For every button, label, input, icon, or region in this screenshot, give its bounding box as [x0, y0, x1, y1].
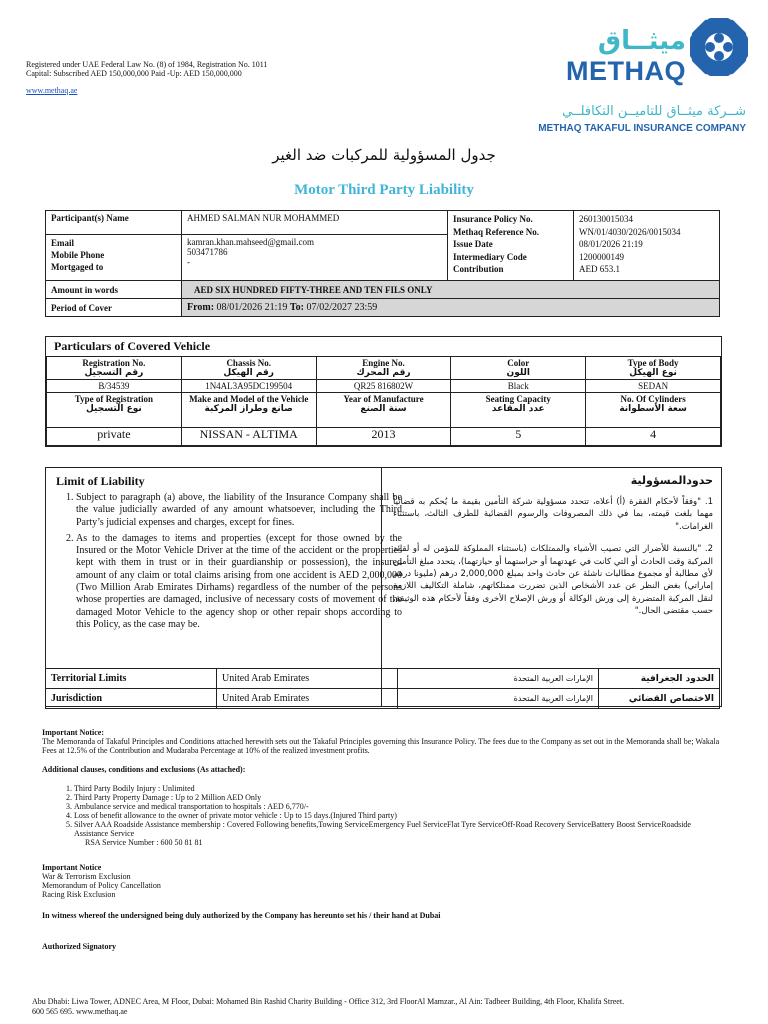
- clauses-list: [42, 784, 722, 838]
- jurisdiction-label-ar: الاختصاص القضائي: [599, 689, 720, 709]
- period-value: [182, 299, 720, 317]
- contribution-label: Contribution: [453, 264, 504, 274]
- limit-item-ar-2: 2. "بالنسبة للأضرار التي تصيب الأشياء والممتلكات (باستثناء المملوكة للمؤمن له أو لقائد المركبة وقت الحادث أو التي كانت في عهدتهما أو حراستهما أو حيازتهما)، يتحدد مبلغ التأمين لأي مطالبة أو مجموع مطالبات ناشئة عن حادث واحد بمبلغ 2,000,000 درهم (مليونا درهم إماراتي) بغض النظر عن عدد الأشخاص الذين تضررت ممتلكاتهم، شاملة التكاليف اللازمة لنقل المركبة المتضررة إلى ورش الوكالة أو ورش الإصلاح الأخرى وفقاً لأحكام هذه الوثيقة، حسب مقتضى الحال.": [393, 544, 713, 617]
- footer-addresses: [32, 997, 732, 1017]
- intermediary-code-value: 1200000149: [579, 251, 624, 262]
- territorial-limits-label: Territorial Limits: [46, 669, 217, 689]
- reference-number-label: Methaq Reference No.: [453, 226, 540, 237]
- to-label: To:: [289, 302, 304, 313]
- seating-header: Seating Capacity عدد المقاعد: [451, 393, 586, 428]
- policy-number-label: Insurance Policy No.: [453, 214, 533, 224]
- vehicle-section-title: Particulars of Covered Vehicle: [54, 339, 211, 353]
- exclusion-item: War & Terrorism Exclusion: [42, 872, 131, 881]
- amount-words-label: Amount in words: [46, 281, 182, 299]
- exclusion-item: Racing Risk Exclusion: [42, 890, 116, 899]
- territorial-limits-value: United Arab Emirates: [217, 669, 398, 689]
- contact-labels: [46, 235, 182, 281]
- limit-item-1: 1. Subject to paragraph (a) above, the liability of the Insurance Company shall be the value judicially awarded of any amount whatsoever, including the Third Party’s judicial expenses and charges, except for fines.: [76, 492, 402, 529]
- reference-number-value: WN/01/4030/2026/0015034: [579, 226, 681, 237]
- registration-no-value: B/34539: [47, 380, 182, 393]
- from-value: 08/01/2026 21:19: [216, 302, 288, 313]
- important-notice-title-2: Important Notice: [42, 863, 102, 872]
- clause-item: 4. Loss of benefit allowance to the owner of private motor vehicle : Up to 15 days.(Injured Third party): [74, 811, 722, 820]
- document-title: Motor Third Party Liability: [294, 182, 474, 198]
- vehicle-section: [45, 336, 722, 447]
- footer-line-1: Abu Dhabi: Liwa Tower, ADNEC Area, M Floor, Dubai: Mohamed Bin Rashid Charity Building - Office 312, 3rd FloorAl Mamzar., Al Ain: Tadbeer Building, 4th Floor, Khalifa Street.: [32, 997, 625, 1006]
- exclusion-item: Memorandum of Policy Cancellation: [42, 881, 161, 890]
- cylinders-value: 4: [586, 428, 721, 446]
- clause-item: 2. Third Party Property Damage : Up to 2 Million AED Only: [74, 793, 722, 802]
- cylinders-header: No. Of Cylinders سعة الأسطوانة: [586, 393, 721, 428]
- mobile-value: 503471786: [187, 247, 228, 257]
- email-value: kamran.khan.mahseed@gmail.com: [187, 237, 314, 247]
- make-model-value: NISSAN - ALTIMA: [181, 428, 316, 446]
- jurisdiction-value-ar: الإمارات العربية المتحدة: [398, 689, 599, 709]
- body-type-header: Type of Body نوع الهيكل: [586, 357, 721, 380]
- intermediary-code-label: Intermediary Code: [453, 251, 527, 262]
- territory-table: [45, 668, 720, 709]
- policy-number-value: 260130015034: [579, 214, 633, 224]
- issue-date-value: 08/01/2026 21:19: [579, 239, 643, 249]
- from-label: From:: [187, 302, 215, 313]
- logo-arabic-name: ميثــاق: [597, 26, 686, 56]
- year-header: Year of Manufacture سنة الصنع: [316, 393, 451, 428]
- capital-line: Capital: Subscribed AED 150,000,000 Paid -Up: AED 150,000,000: [26, 69, 242, 78]
- footer-line-2: 600 565 695. www.methaq.ae: [32, 1007, 128, 1016]
- important-notice-text: The Memoranda of Takaful Principles and Conditions attached herewith sets out the Takaful Principles governing this Insurance Policy. The fees due to the Company as set out in the Memoranda shall be; Wakala Fees at 12.5% of the Contribution and Mudaraba Percentage at 10% of the realized investment profits.: [42, 737, 720, 755]
- contact-values: [182, 235, 448, 281]
- limit-item-ar-1: 1. "وفقاً لأحكام الفقرة (أ) أعلاه، تتحدد مسؤولية شركة التأمين بقيمة ما يُحكم به قضائياً مهما بلغت قيمته، بما في ذلك المصروفات والرسوم القضائية للطرف الثالث، باستثناء الغرامات.": [393, 497, 713, 532]
- notes-section: [42, 728, 722, 951]
- logo-english-company: METHAQ TAKAFUL INSURANCE COMPANY: [538, 123, 746, 134]
- witness-statement: In witness whereof the undersigned being duly authorized by the Company has hereunto set his / their hand at Dubai: [42, 911, 441, 920]
- website-link[interactable]: www.methaq.ae: [26, 86, 78, 95]
- registration-info: [26, 60, 267, 78]
- authorized-signatory: Authorized Signatory: [42, 942, 116, 951]
- jurisdiction-label: Jurisdiction: [46, 689, 217, 709]
- engine-no-header: Engine No. رقم المحرك: [316, 357, 451, 380]
- make-model-header: Make and Model of the Vehicle صانع وطراز المركبة: [181, 393, 316, 428]
- clause-item: 3. Ambulance service and medical transportation to hospitals : AED 6,770/-: [74, 802, 722, 811]
- year-value: 2013: [316, 428, 451, 446]
- mortgaged-value: -: [187, 257, 190, 267]
- arabic-title: جدول المسؤولية للمركبات ضد الغير: [272, 146, 496, 164]
- registration-line: Registered under UAE Federal Law No. (8) of 1984, Registration No. 1011: [26, 60, 268, 69]
- jurisdiction-value: United Arab Emirates: [217, 689, 398, 709]
- important-notice-title: Important Notice:: [42, 728, 104, 737]
- logo-arabic-company: شــركة ميثــاق للتاميــن التكافلــي: [562, 104, 746, 119]
- chassis-no-header: Chassis No. رقم الهيكل: [181, 357, 316, 380]
- contribution-value: AED 653.1: [579, 264, 620, 274]
- limit-list-en: [50, 492, 402, 635]
- logo-english-name: METHAQ: [566, 56, 686, 86]
- participant-label: Participant(s) Name: [46, 211, 182, 235]
- participant-value: AHMED SALMAN NUR MOHAMMED: [182, 211, 448, 235]
- clause-item: 1. Third Party Bodily Injury : Unlimited: [74, 784, 722, 793]
- mobile-label: Mobile Phone: [51, 250, 105, 260]
- body-type-value: SEDAN: [586, 380, 721, 393]
- engine-no-value: QR25 816802W: [316, 380, 451, 393]
- methaq-logo-icon: [690, 18, 748, 76]
- limit-title-ar: حدودالمسؤولية: [630, 474, 713, 487]
- to-value: 07/02/2027 23:59: [306, 302, 378, 313]
- policy-details-table: [45, 210, 720, 317]
- policy-right-values: [574, 211, 720, 281]
- vehicle-table: [46, 356, 721, 446]
- rsa-line: RSA Service Number : 600 50 81 81: [85, 838, 203, 847]
- territorial-limits-label-ar: الحدود الجغرافية: [599, 669, 720, 689]
- registration-type-value: private: [47, 428, 182, 446]
- chassis-no-value: 1N4AL3A95DC199504: [181, 380, 316, 393]
- email-label: Email: [51, 238, 75, 248]
- registration-type-header: Type of Registration نوع التسجيل: [47, 393, 182, 428]
- mortgaged-label: Mortgaged to: [51, 262, 104, 272]
- seating-value: 5: [451, 428, 586, 446]
- limit-item-2: 2. As to the damages to items and properties (except for those owned by the Insured or the Motor Vehicle Driver at the time of the accident or the properties kept with them in trust or in their guardianship or possession), the insured amount of any claim or total claims arising from one accident is AED 2,000,000 (Two Million Arab Emirates Dirhams) regardless of the number of the persons whose properties are damaged, inclusive of necessary costs of movement of the damaged Motor Vehicle to the agency shop or other repair shops according to this Policy, as the case may be.: [76, 533, 402, 631]
- limit-list-ar: [393, 496, 713, 628]
- clause-item: 5. Silver AAA Roadside Assistance membership : Covered Following benefits,Towing ServiceEmergency Fuel ServiceFlat Tyre ServiceOff-Road Recovery ServiceBattery Boost ServiceRoadside Assistance Service: [74, 820, 722, 838]
- color-value: Black: [451, 380, 586, 393]
- limit-title-en: Limit of Liability: [56, 474, 145, 488]
- issue-date-label: Issue Date: [453, 239, 493, 249]
- period-label: Period of Cover: [46, 299, 182, 317]
- color-header: Color اللون: [451, 357, 586, 380]
- registration-no-header: Registration No. رقم التسجيل: [47, 357, 182, 380]
- additional-clauses-title: Additional clauses, conditions and exclusions (As attached):: [42, 765, 246, 774]
- company-logo: [538, 18, 748, 138]
- amount-words-value: AED SIX HUNDRED FIFTY-THREE AND TEN FILS ONLY: [182, 281, 720, 299]
- policy-right-labels: [448, 211, 574, 281]
- territorial-limits-value-ar: الإمارات العربية المتحدة: [398, 669, 599, 689]
